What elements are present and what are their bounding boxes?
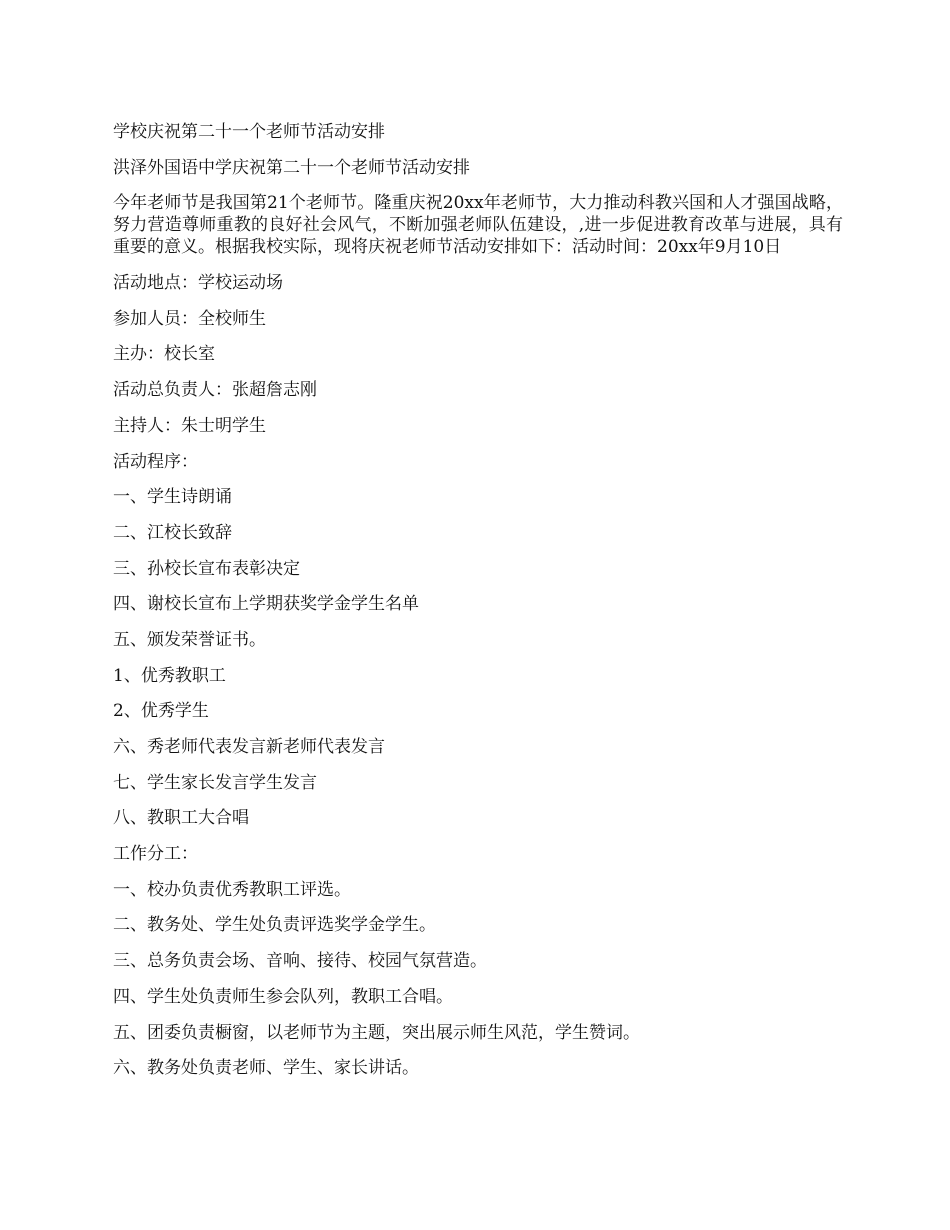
program-subitem-2: 2、优秀学生 — [113, 701, 209, 722]
division-item-6: 六、教务处负责老师、学生、家长讲话。 — [113, 1058, 419, 1079]
document-title: 学校庆祝第二十一个老师节活动安排 — [113, 122, 385, 142]
line-organizer: 主办：校长室 — [113, 344, 215, 365]
program-subitem-1: 1、优秀教职工 — [113, 665, 226, 686]
line-host: 主持人：朱士明学生 — [113, 415, 266, 436]
program-item-5: 五、颁发荣誉证书。 — [113, 629, 266, 650]
program-item-8: 八、教职工大合唱 — [113, 808, 249, 829]
division-item-3: 三、总务负责会场、音响、接待、校园气氛营造。 — [113, 951, 487, 972]
program-item-1: 一、学生诗朗诵 — [113, 487, 232, 508]
program-item-7: 七、学生家长发言学生发言 — [113, 772, 317, 793]
line-division-heading: 工作分工： — [113, 844, 198, 865]
program-item-3: 三、孙校长宣布表彰决定 — [113, 558, 300, 579]
line-activity-location: 活动地点：学校运动场 — [113, 273, 283, 294]
intro-paragraph: 今年老师节是我国第21个老师节。隆重庆祝20xx年老师节，大力推动科教兴国和人才强国战略，努力营造尊师重教的良好社会风气，不断加强老师队伍建设，,进一步促进教育改革与进展，具有重要的意义。根据我校实际，现将庆祝老师节活动安排如下：活动时间：20xx年9月10日 — [113, 193, 843, 258]
document-body — [113, 121, 843, 1093]
division-item-4: 四、学生处负责师生参会队列，教职工合唱。 — [113, 986, 453, 1007]
program-item-6: 六、秀老师代表发言新老师代表发言 — [113, 737, 385, 757]
document-subtitle: 洪泽外国语中学庆祝第二十一个老师节活动安排 — [113, 157, 470, 178]
program-item-4: 四、谢校长宣布上学期获奖学金学生名单 — [113, 594, 419, 615]
division-item-1: 一、校办负责优秀教职工评选。 — [113, 879, 351, 900]
program-item-2: 二、江校长致辞 — [113, 522, 232, 543]
division-item-2: 二、教务处、学生处负责评选奖学金学生。 — [113, 915, 436, 936]
line-participants: 参加人员：全校师生 — [113, 308, 266, 329]
division-item-5: 五、团委负责橱窗，以老师节为主题，突出展示师生风范，学生赞词。 — [113, 1022, 640, 1043]
line-general-manager: 活动总负责人：张超詹志刚 — [113, 380, 317, 401]
line-program-heading: 活动程序： — [113, 451, 198, 472]
